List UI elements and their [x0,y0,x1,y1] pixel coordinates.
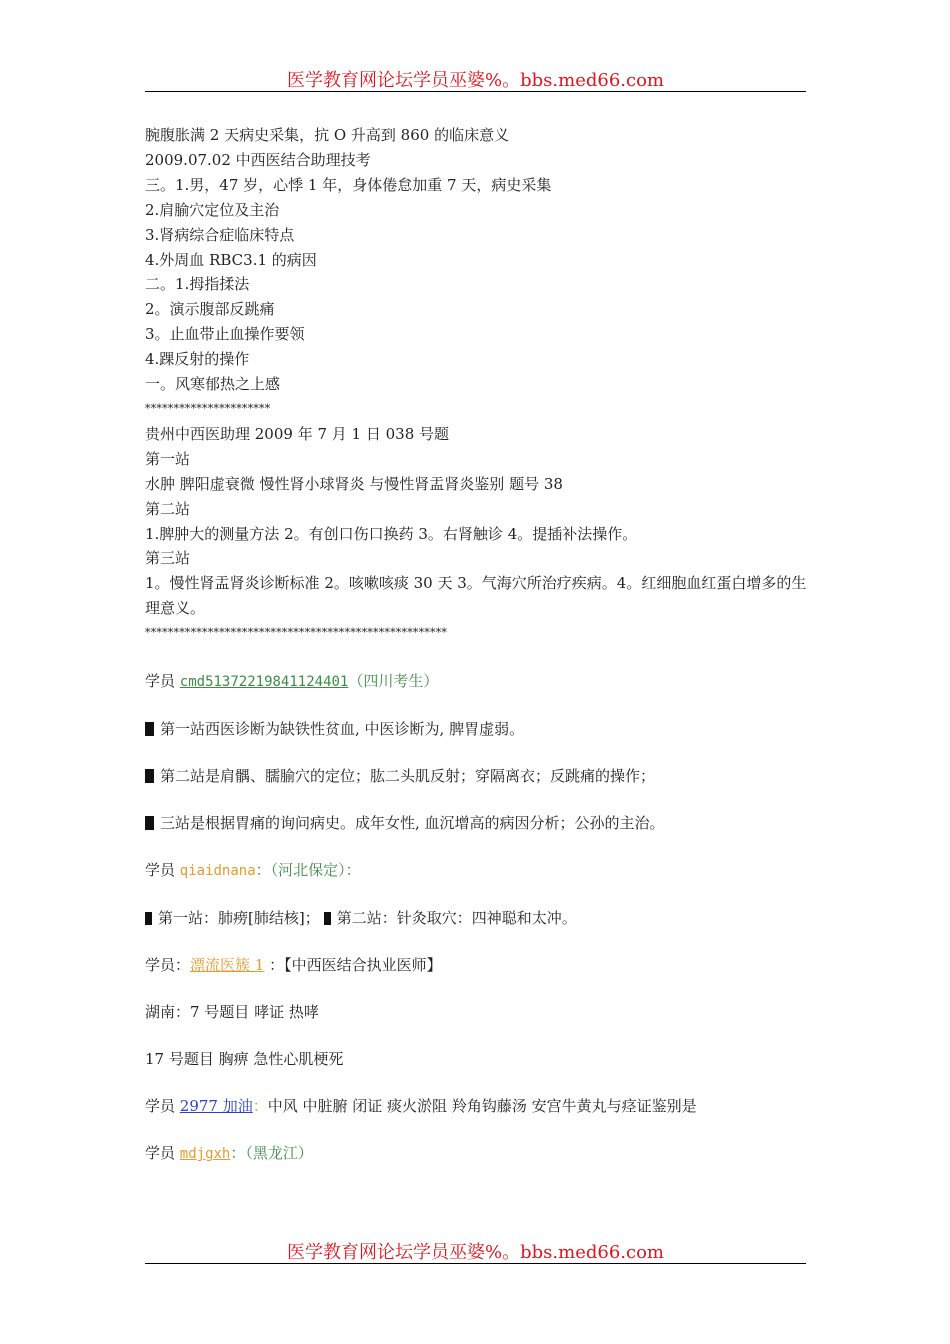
post-location: （四川考生） [348,672,439,691]
text-line: 水肿 脾阳虚衰微 慢性肾小球肾炎 与慢性肾盂肾炎鉴别 题号 38 [145,474,563,493]
bullet-text: 三站是根据胃痛的询问病史。成年女性, 血沉增高的病因分析；公孙的主治。 [160,814,665,833]
text-line: 腕腹胀满 2 天病史采集，抗 O 升高到 860 的临床意义 [145,126,510,144]
text-line: 一。风寒郁热之上感 [145,375,281,394]
post-prefix: 学员 [145,1097,180,1116]
text-line: 2。演示腹部反跳痛 [145,300,275,319]
bullet-text: 第一站：肺痨[肺结核]； [158,909,320,928]
bullet-text: 第一站西医诊断为缺铁性贫血, 中医诊断为, 脾胃虚弱。 [160,720,525,739]
post-header-2 [145,858,807,883]
square-bullet-icon [145,912,152,925]
bullet-line [145,906,807,930]
post-location: ：（黑龙江） [230,1144,313,1163]
bullet-line [145,717,807,741]
document-body [145,123,807,1166]
post-text: 中风 中脏腑 闭证 痰火淤阻 羚角钩藤汤 安宫牛黄丸与痉证鉴别是 [267,1097,697,1116]
text-line: 4.踝反射的操作 [145,350,250,369]
user-link-piaoliu[interactable]: 漂流医簇 1 [190,956,265,975]
bullet-text: 第二站是肩髃、臑腧穴的定位；肱二头肌反射；穿隔离衣；反跳痛的操作； [160,767,656,786]
text-line: 湖南：7 号题目 哮证 热哮 [145,1003,319,1022]
post-title: ：【中西医结合执业医师】 [264,956,442,975]
post-prefix: 学员 [145,861,180,880]
page-footer: 医学教育网论坛学员巫婆%。bbs.med66.com [287,1242,664,1263]
text-line: 17 号题目 胸痹 急性心肌梗死 [145,1050,344,1069]
post-header-3 [145,953,807,977]
page-header: 医学教育网论坛学员巫婆%。bbs.med66.com [287,70,664,91]
post-prefix: 学员 [145,1144,180,1163]
post-header-4 [145,1094,807,1118]
user-link-2977[interactable]: 2977 加油 [179,1097,253,1116]
text-line: 4.外周血 RBC3.1 的病因 [145,250,317,269]
post-header-1 [145,669,807,694]
square-bullet-icon [145,816,154,830]
star-separator: ********************** [145,401,271,415]
bullet-line [145,764,807,788]
square-bullet-icon [145,769,154,783]
square-bullet-icon [145,722,154,736]
footer-rule [145,1263,806,1264]
post-location: ：（河北保定）： [255,861,361,880]
text-line: 3.肾病综合症临床特点 [145,225,295,244]
post-colon: ： [252,1097,268,1116]
header-rule [145,91,806,92]
text-line: 二。1.拇指揉法 [145,275,250,294]
user-link-cmd[interactable]: cmd51372219841124401 [179,674,349,691]
post-header-5 [145,1141,807,1166]
text-line: 第一站 [145,449,191,468]
text-line: 2009.07.02 中西医结合助理技考 [145,150,371,169]
user-link-mdjgxh[interactable]: mdjgxh [179,1146,231,1163]
square-bullet-icon [324,912,331,925]
bullet-line [145,811,807,835]
star-separator-long: ***************************************************** [145,626,448,640]
user-name-qiaidnana[interactable]: qiaidnana [179,863,256,880]
post-prefix: 学员： [145,956,191,975]
station3-text: 1。慢性肾盂肾炎诊断标准 2。咳嗽咳痰 30 天 3。气海穴所治疗疾病。4。红细胞血红蛋白增多的生理意义。 [145,574,807,618]
text-line: 1.脾肿大的测量方法 2。有创口伤口换药 3。右肾触诊 4。提插补法操作。 [145,524,638,543]
text-line: 2.肩腧穴定位及主治 [145,200,280,219]
text-line: 第三站 [145,549,191,568]
text-line: 贵州中西医助理 2009 年 7 月 1 日 038 号题 [145,424,450,443]
text-line: 第二站 [145,499,191,518]
post-prefix: 学员 [145,672,180,691]
bullet-text: 第二站：针灸取穴：四神聪和太冲。 [336,909,577,928]
text-line: 三。1.男，47 岁，心悸 1 年，身体倦怠加重 7 天，病史采集 [145,175,552,194]
text-line: 3。止血带止血操作要领 [145,325,305,344]
